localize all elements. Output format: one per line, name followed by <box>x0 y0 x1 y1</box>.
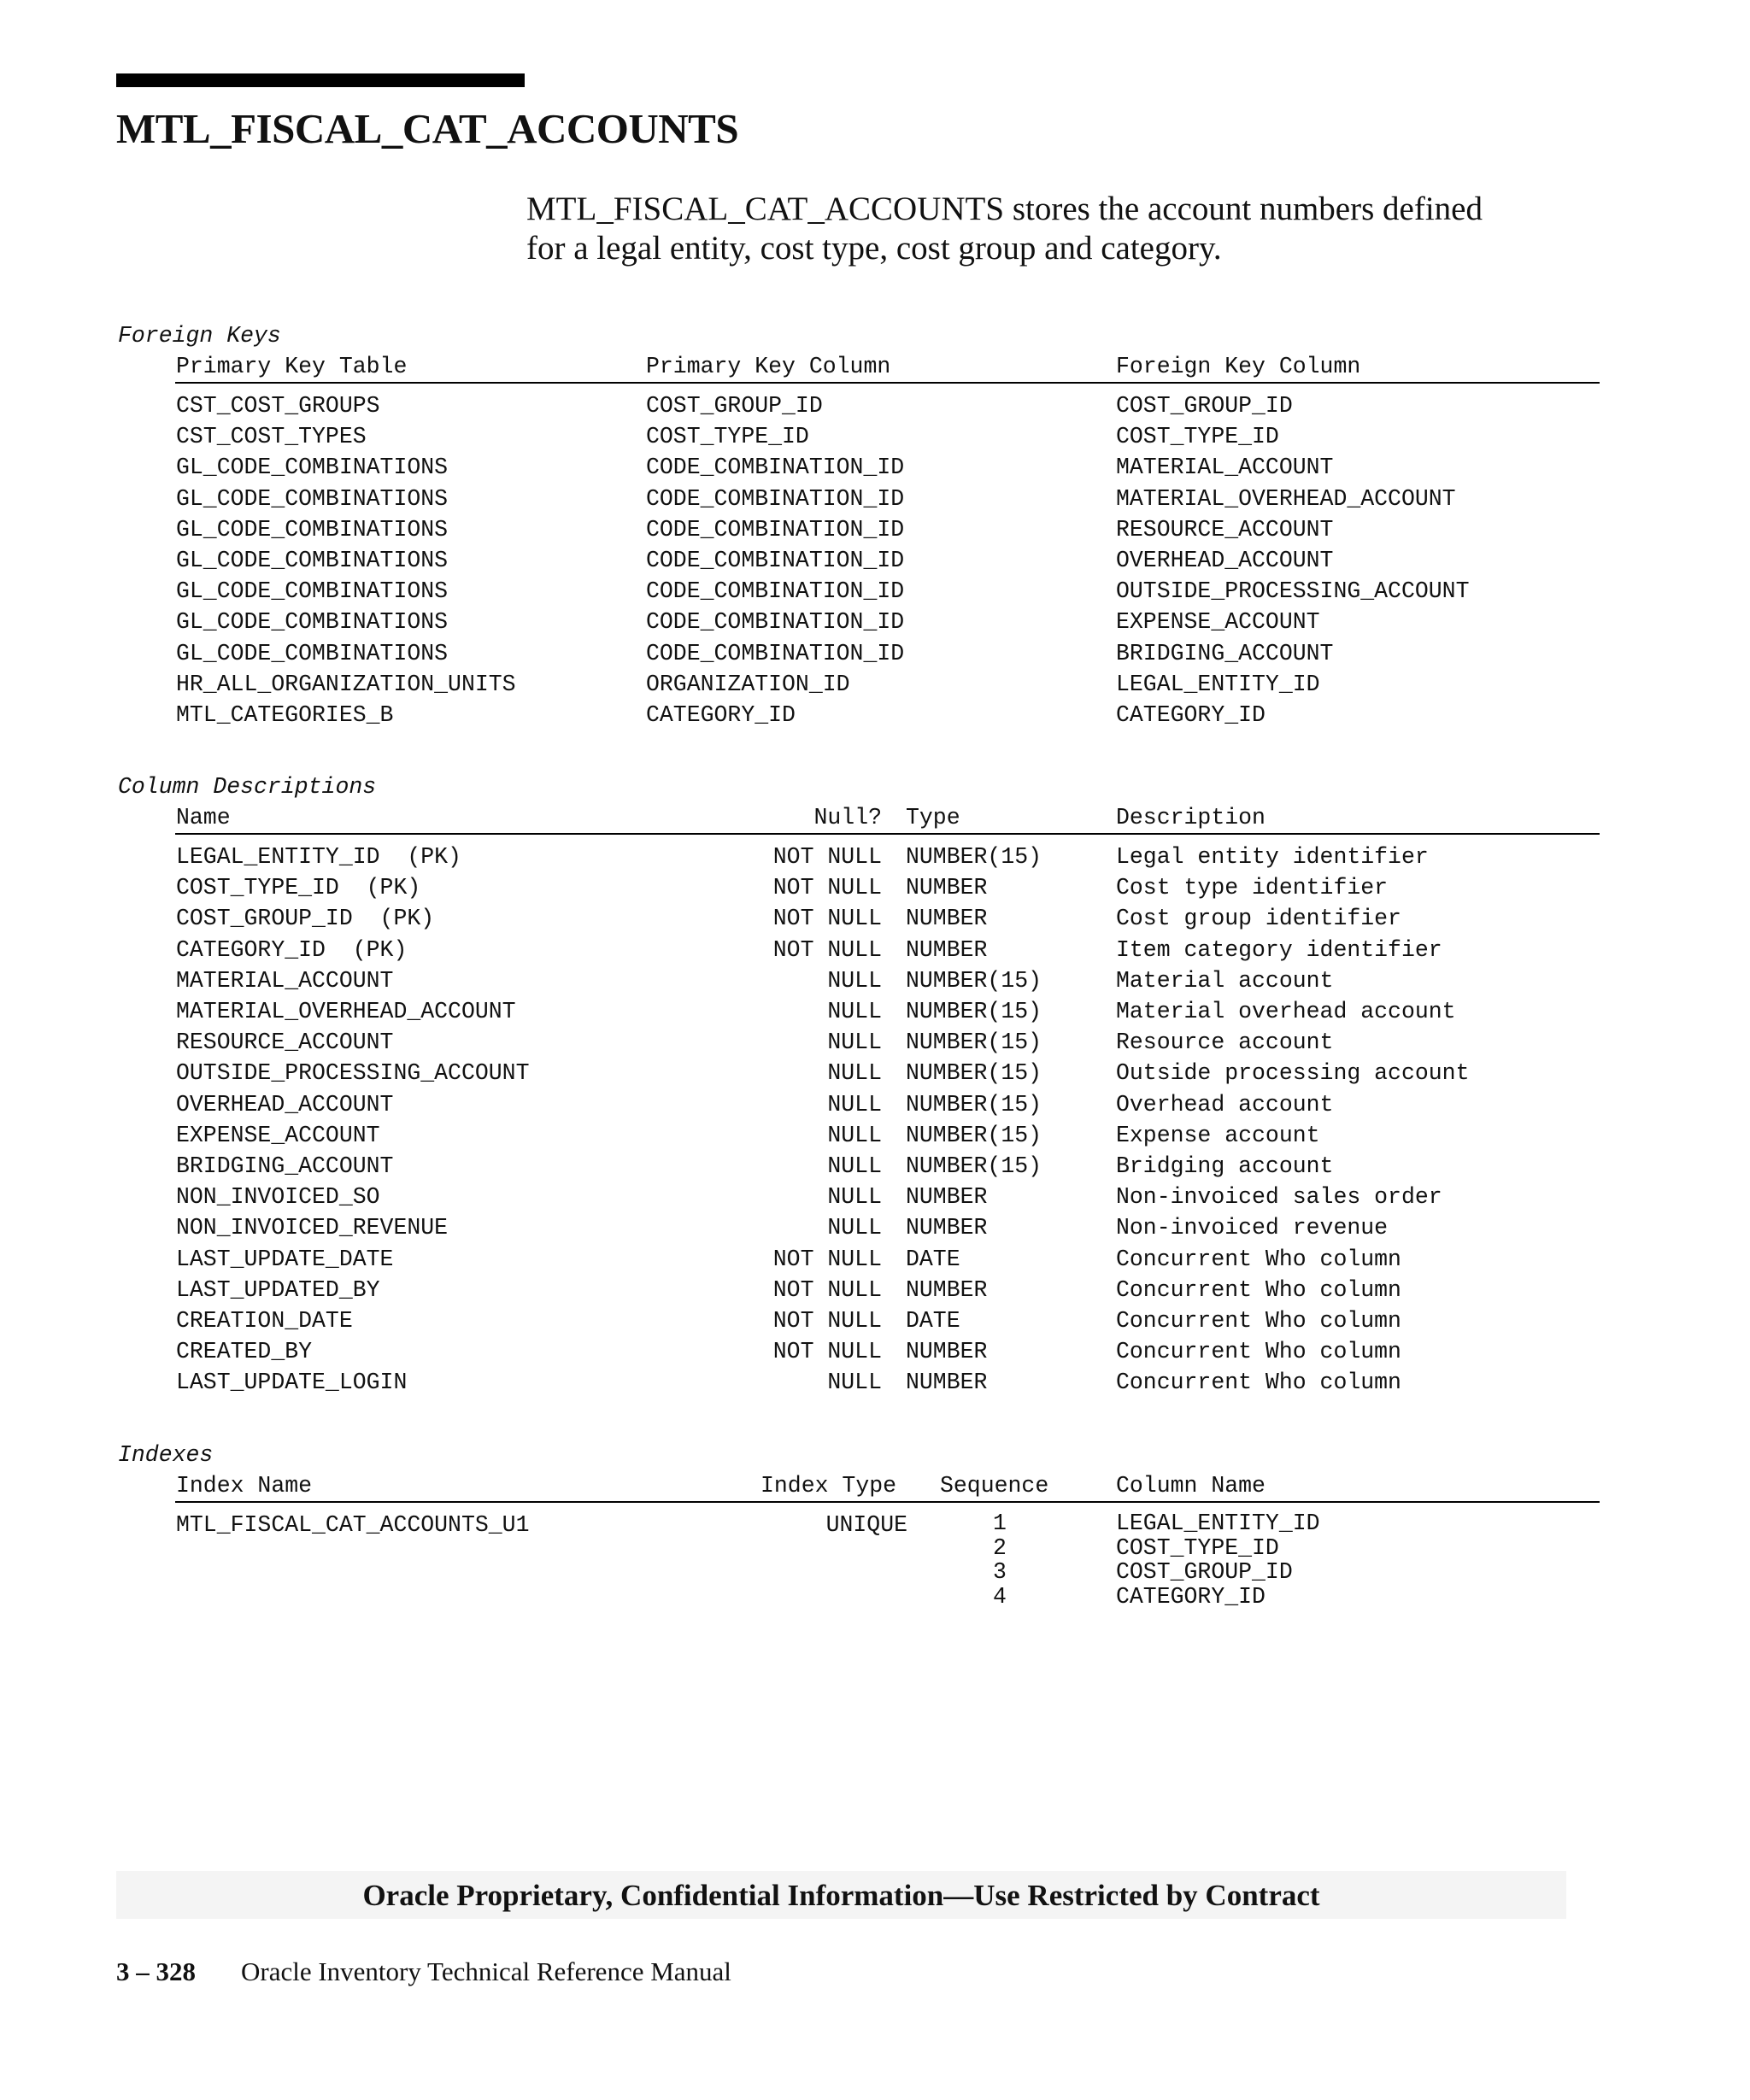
column-type: NUMBER <box>906 906 988 932</box>
column-description: Non-invoiced sales order <box>1116 1184 1442 1211</box>
column-null: NULL <box>827 1091 882 1117</box>
fk-primary-column: COST_TYPE_ID <box>646 424 809 450</box>
column-name: LEGAL_ENTITY_ID (PK) <box>176 844 461 870</box>
column-name: COST_GROUP_ID (PK) <box>176 906 435 932</box>
fk-header-primary-table: Primary Key Table <box>176 354 408 379</box>
column-type: NUMBER(15) <box>906 1091 1042 1117</box>
foreign-keys-table <box>0 354 1750 728</box>
column-name: OUTSIDE_PROCESSING_ACCOUNT <box>176 1060 530 1087</box>
idx-header-sequence: Sequence <box>940 1473 1049 1499</box>
fk-foreign-column: LEGAL_ENTITY_ID <box>1116 671 1320 697</box>
column-type: NUMBER <box>906 875 988 901</box>
fk-header-primary-column: Primary Key Column <box>646 354 891 379</box>
column-null: NULL <box>827 1122 882 1148</box>
column-name: BRIDGING_ACCOUNT <box>176 1153 394 1179</box>
index-column-name: LEGAL_ENTITY_ID <box>1116 1510 1320 1536</box>
description-line-1: MTL_FISCAL_CAT_ACCOUNTS stores the account numbers defined <box>526 191 1483 227</box>
column-type: NUMBER(15) <box>906 1153 1042 1179</box>
column-type: NUMBER <box>906 1370 988 1396</box>
fk-primary-column: CODE_COMBINATION_ID <box>646 578 905 605</box>
fk-foreign-column: OVERHEAD_ACCOUNT <box>1116 548 1334 573</box>
column-name: LAST_UPDATE_DATE <box>176 1246 394 1272</box>
column-description: Cost group identifier <box>1116 906 1401 932</box>
confidentiality-notice: Oracle Proprietary, Confidential Information––Use Restricted by Contract <box>362 1879 1320 1912</box>
idx-header-rule <box>175 1501 1600 1503</box>
col-header-type: Type <box>906 805 960 830</box>
column-description: Material account <box>1116 967 1334 994</box>
title-rule <box>116 73 525 87</box>
column-type: NUMBER <box>906 1339 988 1365</box>
column-name: CATEGORY_ID (PK) <box>176 936 408 963</box>
description-line-2: for a legal entity, cost type, cost group and category. <box>526 230 1222 267</box>
column-name: EXPENSE_ACCOUNT <box>176 1122 380 1148</box>
column-type: NUMBER <box>906 1184 988 1211</box>
column-null: NULL <box>827 999 882 1024</box>
idx-header-name: Index Name <box>176 1473 313 1499</box>
column-name: LAST_UPDATE_LOGIN <box>176 1370 408 1396</box>
fk-primary-table: GL_CODE_COMBINATIONS <box>176 516 449 543</box>
index-type: UNIQUE <box>825 1512 907 1538</box>
fk-primary-table: GL_CODE_COMBINATIONS <box>176 548 449 573</box>
fk-primary-table: CST_COST_GROUPS <box>176 393 380 419</box>
column-null: NOT NULL <box>772 1276 882 1303</box>
column-name: CREATION_DATE <box>176 1308 353 1334</box>
column-null: NOT NULL <box>772 1339 882 1365</box>
column-null: NOT NULL <box>772 844 882 870</box>
column-null: NOT NULL <box>772 936 882 963</box>
column-type: NUMBER(15) <box>906 999 1042 1024</box>
column-null: NULL <box>827 1060 882 1087</box>
fk-primary-column: CODE_COMBINATION_ID <box>646 516 905 543</box>
fk-foreign-column: RESOURCE_ACCOUNT <box>1116 516 1334 543</box>
column-type: NUMBER(15) <box>906 1122 1042 1148</box>
fk-header-rule <box>175 382 1600 384</box>
column-null: NOT NULL <box>772 875 882 901</box>
column-description: Cost type identifier <box>1116 875 1389 901</box>
page-number: 3 – 328 <box>116 1956 196 1986</box>
column-name: NON_INVOICED_SO <box>176 1184 380 1211</box>
index-sequence: 3 <box>993 1559 1007 1585</box>
column-null: NOT NULL <box>772 906 882 932</box>
foreign-keys-label: Foreign Keys <box>118 323 281 349</box>
fk-foreign-column: MATERIAL_OVERHEAD_ACCOUNT <box>1116 485 1456 512</box>
index-column-name: COST_GROUP_ID <box>1116 1559 1293 1585</box>
table-description <box>526 190 1637 268</box>
fk-primary-column: CATEGORY_ID <box>646 702 796 728</box>
fk-foreign-column: BRIDGING_ACCOUNT <box>1116 640 1334 666</box>
index-column-name: CATEGORY_ID <box>1116 1583 1266 1610</box>
fk-foreign-column: MATERIAL_ACCOUNT <box>1116 455 1334 481</box>
col-header-null: Null? <box>813 805 882 830</box>
page-title: MTL_FISCAL_CAT_ACCOUNTS <box>116 105 739 152</box>
column-name: NON_INVOICED_REVENUE <box>176 1215 449 1241</box>
indexes-table <box>0 1473 1750 1729</box>
idx-header-type: Index Type <box>760 1473 897 1499</box>
fk-header-foreign-column: Foreign Key Column <box>1116 354 1361 379</box>
column-description: Resource account <box>1116 1029 1334 1056</box>
col-header-description: Description <box>1116 805 1266 830</box>
column-type: NUMBER(15) <box>906 1029 1042 1056</box>
fk-primary-column: CODE_COMBINATION_ID <box>646 609 905 636</box>
indexes-label: Indexes <box>118 1442 214 1468</box>
fk-foreign-column: COST_GROUP_ID <box>1116 393 1293 419</box>
column-description: Concurrent Who column <box>1116 1308 1401 1334</box>
column-type: NUMBER <box>906 936 988 963</box>
index-sequence: 2 <box>993 1534 1007 1561</box>
column-description: Overhead account <box>1116 1091 1334 1117</box>
index-name: MTL_FISCAL_CAT_ACCOUNTS_U1 <box>176 1512 530 1538</box>
fk-primary-table: GL_CODE_COMBINATIONS <box>176 485 449 512</box>
fk-primary-table: GL_CODE_COMBINATIONS <box>176 640 449 666</box>
fk-primary-column: CODE_COMBINATION_ID <box>646 640 905 666</box>
column-null: NULL <box>827 1184 882 1211</box>
column-name: CREATED_BY <box>176 1339 313 1365</box>
column-null: NULL <box>827 1370 882 1396</box>
fk-primary-column: CODE_COMBINATION_ID <box>646 548 905 573</box>
index-sequence: 4 <box>993 1583 1007 1610</box>
fk-primary-column: CODE_COMBINATION_ID <box>646 455 905 481</box>
idx-header-column: Column Name <box>1116 1473 1266 1499</box>
column-null: NULL <box>827 1215 882 1241</box>
column-type: NUMBER <box>906 1276 988 1303</box>
column-name: COST_TYPE_ID (PK) <box>176 875 421 901</box>
fk-primary-table: GL_CODE_COMBINATIONS <box>176 609 449 636</box>
fk-foreign-column: OUTSIDE_PROCESSING_ACCOUNT <box>1116 578 1470 605</box>
column-type: NUMBER <box>906 1215 988 1241</box>
fk-primary-table: CST_COST_TYPES <box>176 424 367 450</box>
column-null: NULL <box>827 1029 882 1056</box>
column-description: Outside processing account <box>1116 1060 1470 1087</box>
index-sequence: 1 <box>993 1510 1007 1536</box>
column-descriptions-label: Column Descriptions <box>118 774 377 800</box>
column-descriptions-table <box>0 805 1750 1396</box>
fk-primary-table: MTL_CATEGORIES_B <box>176 702 394 728</box>
fk-primary-column: ORGANIZATION_ID <box>646 671 850 697</box>
fk-primary-table: GL_CODE_COMBINATIONS <box>176 455 449 481</box>
column-description: Concurrent Who column <box>1116 1370 1401 1396</box>
column-description: Non-invoiced revenue <box>1116 1215 1389 1241</box>
column-description: Bridging account <box>1116 1153 1334 1179</box>
column-name: MATERIAL_OVERHEAD_ACCOUNT <box>176 999 516 1024</box>
column-name: RESOURCE_ACCOUNT <box>176 1029 394 1056</box>
column-null: NULL <box>827 967 882 994</box>
col-header-name: Name <box>176 805 231 830</box>
column-name: MATERIAL_ACCOUNT <box>176 967 394 994</box>
column-description: Expense account <box>1116 1122 1320 1148</box>
column-description: Concurrent Who column <box>1116 1339 1401 1365</box>
fk-foreign-column: COST_TYPE_ID <box>1116 424 1279 450</box>
column-description: Item category identifier <box>1116 936 1442 963</box>
column-null: NOT NULL <box>772 1308 882 1334</box>
column-type: DATE <box>906 1308 960 1334</box>
column-null: NOT NULL <box>772 1246 882 1272</box>
fk-foreign-column: CATEGORY_ID <box>1116 702 1266 728</box>
column-description: Legal entity identifier <box>1116 844 1429 870</box>
fk-primary-table: HR_ALL_ORGANIZATION_UNITS <box>176 671 516 697</box>
fk-primary-column: COST_GROUP_ID <box>646 393 823 419</box>
column-description: Concurrent Who column <box>1116 1276 1401 1303</box>
index-column-name: COST_TYPE_ID <box>1116 1534 1279 1561</box>
column-description: Material overhead account <box>1116 999 1456 1024</box>
col-header-rule <box>175 833 1600 835</box>
fk-primary-column: CODE_COMBINATION_ID <box>646 485 905 512</box>
fk-primary-table: GL_CODE_COMBINATIONS <box>176 578 449 605</box>
column-type: NUMBER(15) <box>906 967 1042 994</box>
column-type: DATE <box>906 1246 960 1272</box>
column-name: OVERHEAD_ACCOUNT <box>176 1091 394 1117</box>
column-null: NULL <box>827 1153 882 1179</box>
fk-foreign-column: EXPENSE_ACCOUNT <box>1116 609 1320 636</box>
manual-title: Oracle Inventory Technical Reference Manual <box>241 1956 731 1986</box>
column-type: NUMBER(15) <box>906 1060 1042 1087</box>
column-type: NUMBER(15) <box>906 844 1042 870</box>
column-name: LAST_UPDATED_BY <box>176 1276 380 1303</box>
column-description: Concurrent Who column <box>1116 1246 1401 1272</box>
